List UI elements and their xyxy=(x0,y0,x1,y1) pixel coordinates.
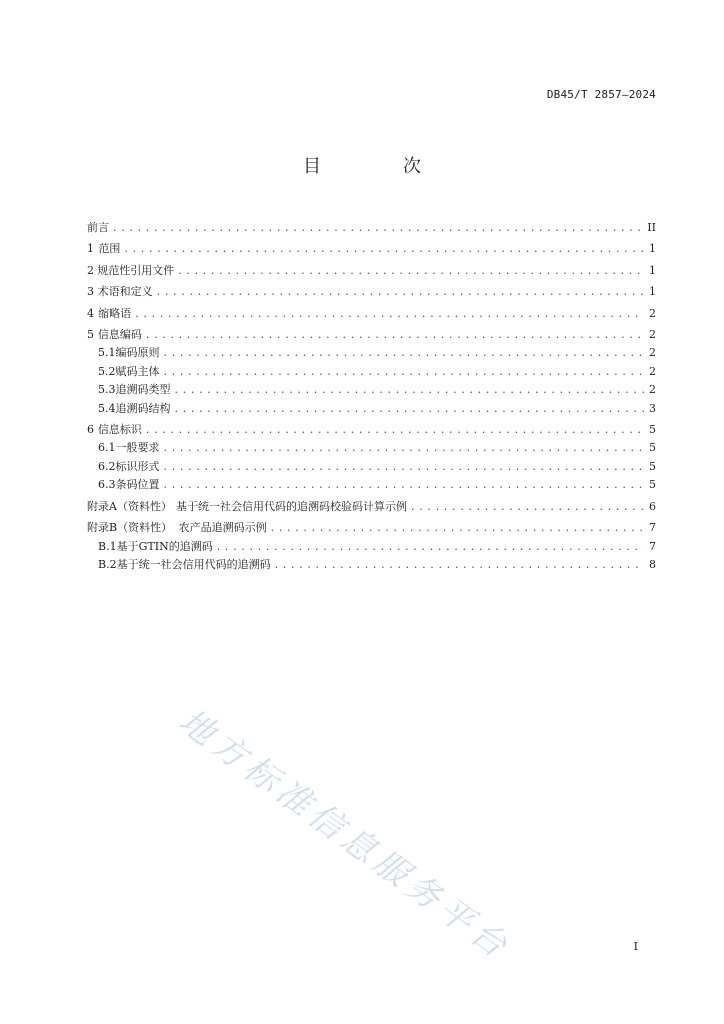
dot-leader xyxy=(164,439,645,457)
toc-entry-label: 信息标识 xyxy=(97,423,142,437)
toc-entry-page: 5 xyxy=(649,441,656,455)
toc-entry-number: 附录B（资料性） xyxy=(87,521,173,535)
toc-entry[interactable] xyxy=(87,283,656,301)
toc-entry-page: 2 xyxy=(649,346,656,360)
toc-entry-label: 农产品追溯码示例 xyxy=(178,521,267,535)
dot-leader xyxy=(164,344,645,362)
toc-entry-number: 6.2 xyxy=(98,459,116,473)
toc-entry-page: 8 xyxy=(649,557,656,571)
toc-entry-number: 5.1 xyxy=(98,346,116,360)
toc-entry[interactable] xyxy=(87,498,656,516)
toc-entry-label: 规范性引用文件 xyxy=(97,263,175,277)
toc-entry-page: 5 xyxy=(649,459,656,473)
toc-entry[interactable] xyxy=(87,400,656,418)
toc-entry[interactable] xyxy=(87,538,656,556)
dot-leader xyxy=(175,381,645,399)
toc-entry[interactable] xyxy=(87,344,656,362)
toc-entry-number: B.2 xyxy=(98,557,117,571)
toc-entry-label: 条码位置 xyxy=(115,478,160,492)
toc-entry-page: 5 xyxy=(649,478,656,492)
toc-entry-page: 3 xyxy=(649,401,656,415)
toc-entry[interactable] xyxy=(87,556,656,574)
watermark: 地方标准信息服务平台 xyxy=(171,701,519,969)
toc-entry-page: 2 xyxy=(649,306,656,320)
toc-entry-page: 2 xyxy=(649,383,656,397)
dot-leader xyxy=(135,305,644,323)
toc-entry-label: 术语和定义 xyxy=(97,285,153,299)
toc-entry-label: 标识形式 xyxy=(115,459,160,473)
toc-entry-label: 基于GTIN的追溯码 xyxy=(116,539,213,553)
toc-entry-label: 一般要求 xyxy=(115,441,160,455)
toc-entry-label: 前言 xyxy=(87,221,109,234)
toc-entry[interactable] xyxy=(87,363,656,381)
toc-entry[interactable] xyxy=(87,219,656,237)
toc-entry-page: 6 xyxy=(649,499,656,513)
dot-leader xyxy=(411,498,644,516)
dot-leader xyxy=(275,556,644,574)
toc-entry-label: 基于统一社会信用代码的追溯码 xyxy=(116,557,271,571)
toc-entry-number: 5 xyxy=(87,328,94,342)
toc-entry-label: 范围 xyxy=(98,242,121,256)
dot-leader xyxy=(271,519,644,537)
toc-entry[interactable] xyxy=(87,458,656,476)
document-code: DB45/T 2857—2024 xyxy=(546,88,656,101)
toc-entry-number: 6 xyxy=(87,423,94,437)
toc-entry-label: 赋码主体 xyxy=(115,364,160,378)
dot-leader xyxy=(178,262,644,280)
table-of-contents xyxy=(87,219,656,574)
toc-entry-number: 5.3 xyxy=(98,383,116,397)
toc-entry-number: B.1 xyxy=(98,539,117,553)
toc-entry[interactable] xyxy=(87,305,656,323)
toc-entry-number: 6.3 xyxy=(98,478,116,492)
toc-entry[interactable] xyxy=(87,262,656,280)
toc-entry[interactable] xyxy=(87,439,656,457)
toc-entry-label: 基于统一社会信用代码的追溯码校验码计算示例 xyxy=(176,499,408,513)
toc-entry-number: 6.1 xyxy=(98,441,116,455)
toc-entry-number: 附录A（资料性） xyxy=(87,499,172,513)
dot-leader xyxy=(164,458,645,476)
toc-entry-label: 追溯码类型 xyxy=(115,383,171,397)
dot-leader xyxy=(157,283,644,301)
dot-leader xyxy=(124,240,644,258)
toc-entry-number: 5.4 xyxy=(98,401,116,415)
toc-entry-label: 编码原则 xyxy=(115,346,160,360)
dot-leader xyxy=(146,326,644,344)
page-number: I xyxy=(633,940,638,953)
toc-entry-page: II xyxy=(647,221,656,234)
dot-leader xyxy=(217,538,644,556)
toc-entry-page: 2 xyxy=(649,364,656,378)
toc-entry-number: 2 xyxy=(87,263,94,277)
toc-entry-label: 缩略语 xyxy=(98,306,132,320)
toc-entry[interactable] xyxy=(87,421,656,439)
dot-leader xyxy=(164,476,645,494)
toc-entry-number: 3 xyxy=(87,285,94,299)
toc-entry-page: 1 xyxy=(649,263,656,277)
toc-entry[interactable] xyxy=(87,381,656,399)
toc-entry[interactable] xyxy=(87,326,656,344)
toc-entry[interactable] xyxy=(87,519,656,537)
dot-leader xyxy=(146,421,644,439)
toc-entry-page: 2 xyxy=(649,328,656,342)
toc-entry-page: 5 xyxy=(649,423,656,437)
toc-entry[interactable] xyxy=(87,476,656,494)
toc-entry-page: 7 xyxy=(649,521,656,535)
toc-entry-number: 1 xyxy=(87,242,94,256)
dot-leader xyxy=(175,400,645,418)
toc-entry[interactable] xyxy=(87,240,656,258)
toc-entry-page: 7 xyxy=(649,539,656,553)
dot-leader xyxy=(164,363,645,381)
toc-entry-number: 5.2 xyxy=(98,364,116,378)
toc-entry-number: 4 xyxy=(87,306,94,320)
toc-entry-page: 1 xyxy=(649,285,656,299)
dot-leader xyxy=(113,219,643,237)
toc-entry-page: 1 xyxy=(649,242,656,256)
toc-entry-label: 信息编码 xyxy=(97,328,142,342)
toc-entry-label: 追溯码结构 xyxy=(115,401,171,415)
toc-title: 目 次 xyxy=(303,156,453,177)
